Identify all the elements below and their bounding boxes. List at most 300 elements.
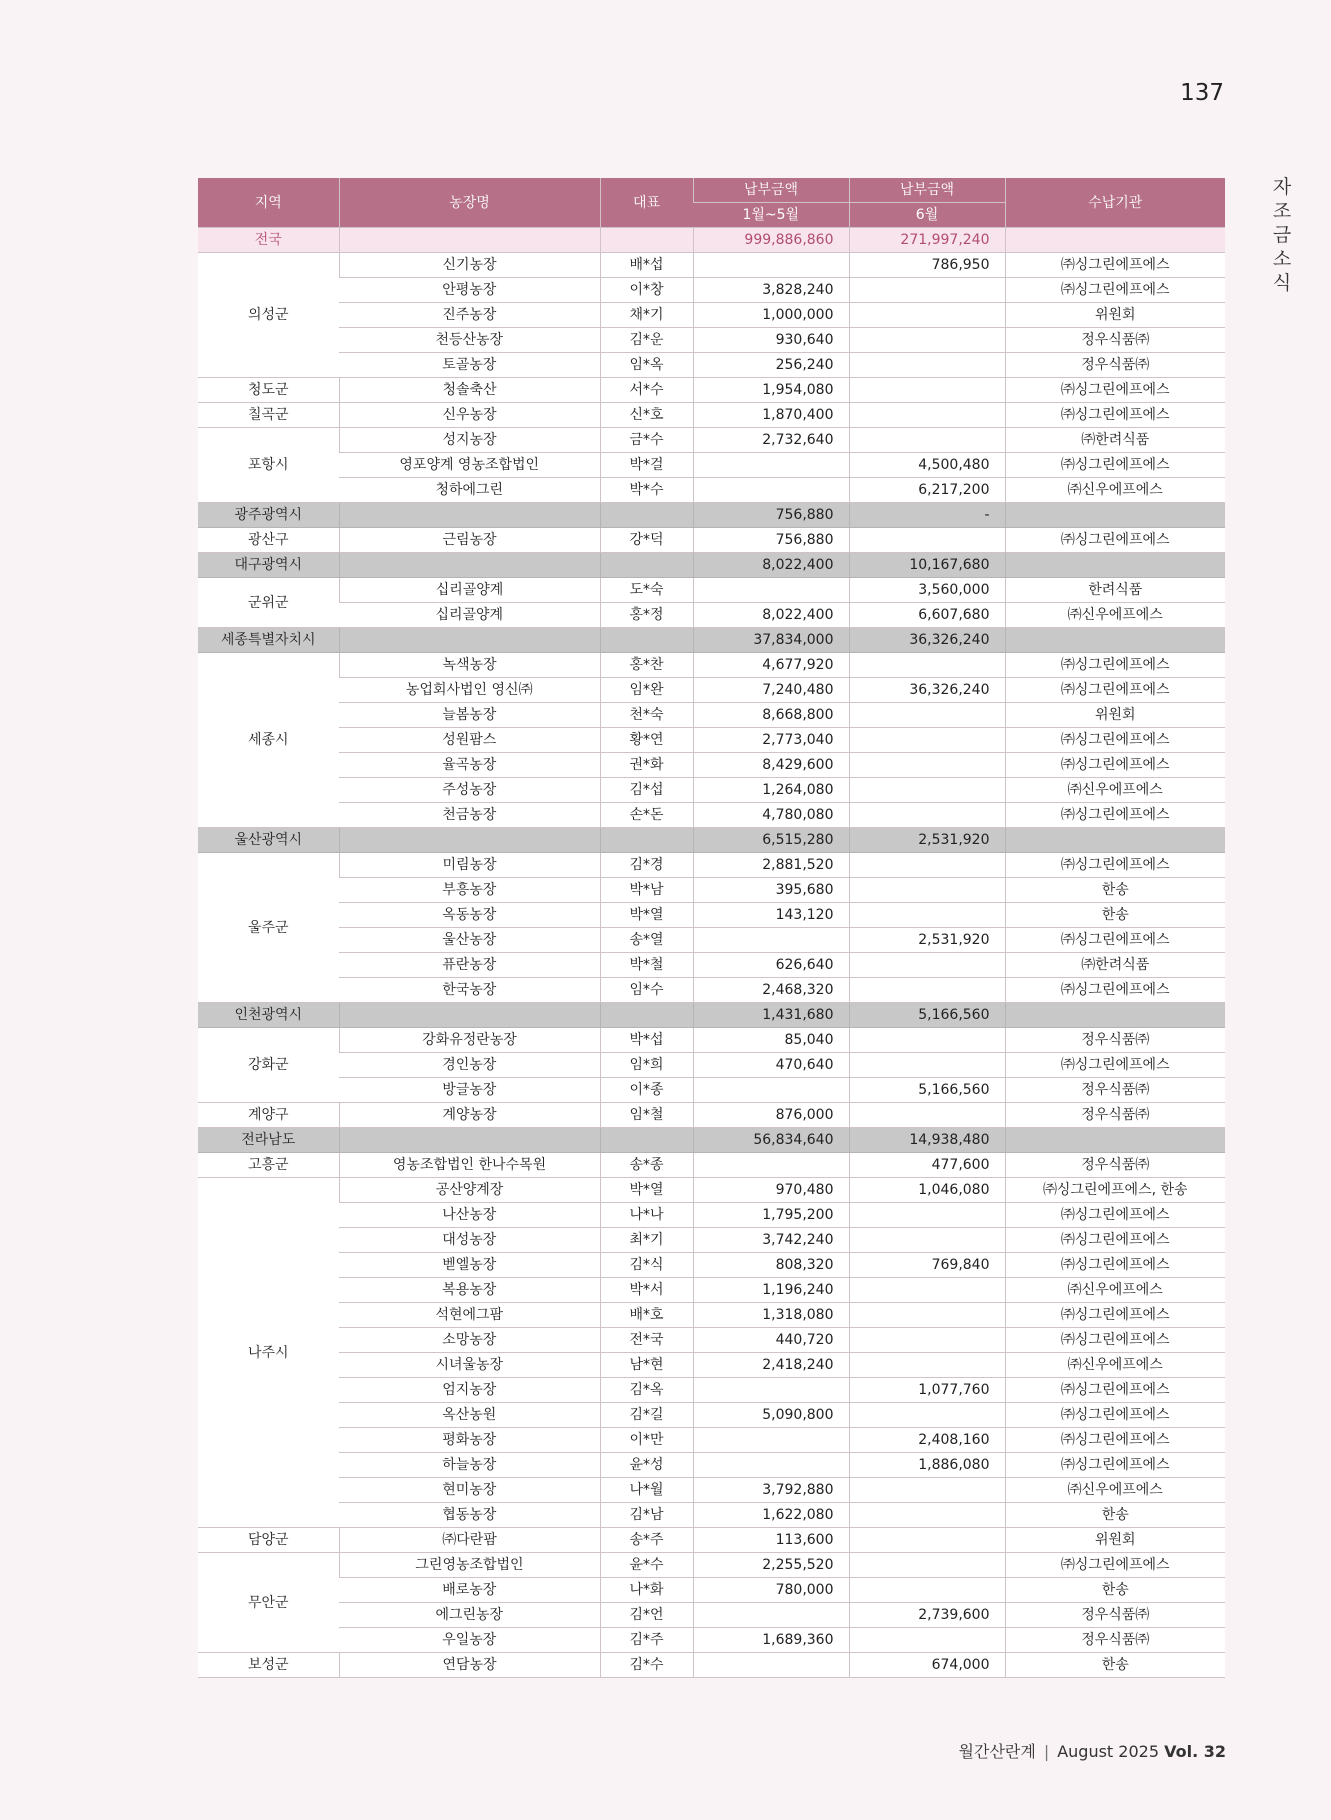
amount-jan-may-cell: 113,600 — [693, 1528, 849, 1553]
amount-june-cell: 1,886,080 — [849, 1453, 1005, 1478]
collection-org-cell: ㈜싱그린에프에스 — [1005, 978, 1225, 1003]
amount-june-cell — [849, 703, 1005, 728]
table-row — [198, 778, 1225, 803]
table-row — [198, 1478, 1225, 1503]
representative-cell: 이*창 — [600, 278, 693, 303]
amount-june-cell: 786,950 — [849, 253, 1005, 278]
header-region: 지역 — [198, 178, 339, 228]
representative-cell: 임*수 — [600, 978, 693, 1003]
amount-june-cell — [849, 403, 1005, 428]
farm-name-cell — [339, 828, 600, 853]
table-row — [198, 278, 1225, 303]
representative-cell: 김*식 — [600, 1253, 693, 1278]
farm-name-cell — [339, 1003, 600, 1028]
collection-org-cell: 정우식품㈜ — [1005, 1153, 1225, 1178]
amount-june-cell — [849, 1578, 1005, 1603]
amount-jan-may-cell: 470,640 — [693, 1053, 849, 1078]
representative-cell: 김*길 — [600, 1403, 693, 1428]
table-row — [198, 703, 1225, 728]
region-cell: 광주광역시 — [198, 503, 339, 528]
collection-org-cell: ㈜싱그린에프에스 — [1005, 403, 1225, 428]
collection-org-cell: ㈜싱그린에프에스 — [1005, 1228, 1225, 1253]
farm-name-cell: 연담농장 — [339, 1653, 600, 1678]
representative-cell — [600, 828, 693, 853]
amount-june-cell — [849, 328, 1005, 353]
representative-cell: 김*남 — [600, 1503, 693, 1528]
region-total-row — [198, 1003, 1225, 1028]
collection-org-cell: 정우식품㈜ — [1005, 1603, 1225, 1628]
representative-cell: 임*옥 — [600, 353, 693, 378]
collection-org-cell: ㈜싱그린에프에스 — [1005, 803, 1225, 828]
representative-cell: 천*숙 — [600, 703, 693, 728]
region-cell: 울주군 — [198, 853, 339, 1003]
header-pay-jan-may: 납부금액 — [693, 178, 849, 203]
collection-org-cell: ㈜싱그린에프에스 — [1005, 1428, 1225, 1453]
collection-org-cell: ㈜싱그린에프에스 — [1005, 1553, 1225, 1578]
region-cell: 고흥군 — [198, 1153, 339, 1178]
collection-org-cell: 정우식품㈜ — [1005, 1078, 1225, 1103]
farm-name-cell: 부흥농장 — [339, 878, 600, 903]
amount-june-cell: 6,607,680 — [849, 603, 1005, 628]
section-title-char: 조 — [1272, 200, 1292, 222]
table-row — [198, 1328, 1225, 1353]
table-row — [198, 1453, 1225, 1478]
amount-jan-may-cell: 4,677,920 — [693, 653, 849, 678]
table-row — [198, 1153, 1225, 1178]
representative-cell: 권*화 — [600, 753, 693, 778]
representative-cell: 박*섭 — [600, 1028, 693, 1053]
farm-name-cell: 청솔축산 — [339, 378, 600, 403]
table-row — [198, 803, 1225, 828]
amount-june-cell — [849, 953, 1005, 978]
collection-org-cell — [1005, 1003, 1225, 1028]
amount-jan-may-cell: 970,480 — [693, 1178, 849, 1203]
collection-org-cell: ㈜싱그린에프에스 — [1005, 453, 1225, 478]
header-rep: 대표 — [600, 178, 693, 228]
table-row — [198, 528, 1225, 553]
farm-name-cell: 계양농장 — [339, 1103, 600, 1128]
collection-org-cell: ㈜싱그린에프에스 — [1005, 728, 1225, 753]
region-total-row — [198, 553, 1225, 578]
representative-cell: 서*수 — [600, 378, 693, 403]
amount-jan-may-cell: 1,318,080 — [693, 1303, 849, 1328]
table-row — [198, 678, 1225, 703]
amount-jan-may-cell — [693, 1453, 849, 1478]
farm-name-cell — [339, 553, 600, 578]
amount-jan-may-cell: 1,196,240 — [693, 1278, 849, 1303]
collection-org-cell — [1005, 553, 1225, 578]
farm-name-cell: 성원팜스 — [339, 728, 600, 753]
header-pay-jan-may-sub: 1월~5월 — [693, 203, 849, 228]
representative-cell: 박*걸 — [600, 453, 693, 478]
representative-cell: 신*호 — [600, 403, 693, 428]
amount-jan-may-cell — [693, 1603, 849, 1628]
amount-june-cell — [849, 1553, 1005, 1578]
collection-org-cell: ㈜한려식품 — [1005, 953, 1225, 978]
representative-cell: 김*경 — [600, 853, 693, 878]
collection-org-cell: 한송 — [1005, 1503, 1225, 1528]
farm-name-cell: 경인농장 — [339, 1053, 600, 1078]
collection-org-cell: 위원회 — [1005, 1528, 1225, 1553]
representative-cell: 김*언 — [600, 1603, 693, 1628]
amount-june-cell — [849, 878, 1005, 903]
amount-jan-may-cell: 808,320 — [693, 1253, 849, 1278]
farm-name-cell: 방글농장 — [339, 1078, 600, 1103]
collection-org-cell: 위원회 — [1005, 703, 1225, 728]
amount-june-cell — [849, 1053, 1005, 1078]
region-cell: 포항시 — [198, 428, 339, 503]
farm-name-cell: 한국농장 — [339, 978, 600, 1003]
amount-jan-may-cell: 8,022,400 — [693, 553, 849, 578]
header-org: 수납기관 — [1005, 178, 1225, 228]
table-row — [198, 1403, 1225, 1428]
table-row — [198, 1653, 1225, 1678]
farm-name-cell: ㈜다란팜 — [339, 1528, 600, 1553]
amount-june-cell — [849, 278, 1005, 303]
amount-june-cell — [849, 1028, 1005, 1053]
collection-org-cell: ㈜신우에프에스 — [1005, 1353, 1225, 1378]
representative-cell: 박*수 — [600, 478, 693, 503]
representative-cell: 임*완 — [600, 678, 693, 703]
region-total-row — [198, 628, 1225, 653]
amount-jan-may-cell: 1,954,080 — [693, 378, 849, 403]
section-title-char: 자 — [1272, 176, 1292, 198]
farm-name-cell: 배로농장 — [339, 1578, 600, 1603]
farm-name-cell: 평화농장 — [339, 1428, 600, 1453]
representative-cell: 송*종 — [600, 1153, 693, 1178]
collection-org-cell: 한송 — [1005, 1578, 1225, 1603]
collection-org-cell: ㈜싱그린에프에스 — [1005, 653, 1225, 678]
amount-jan-may-cell: 1,000,000 — [693, 303, 849, 328]
farm-name-cell: 천등산농장 — [339, 328, 600, 353]
amount-june-cell — [849, 1103, 1005, 1128]
representative-cell: 나*화 — [600, 1578, 693, 1603]
region-cell: 전라남도 — [198, 1128, 339, 1153]
table-row — [198, 978, 1225, 1003]
farm-name-cell: 성지농장 — [339, 428, 600, 453]
table-row — [198, 428, 1225, 453]
representative-cell: 김*옥 — [600, 1378, 693, 1403]
amount-jan-may-cell: 780,000 — [693, 1578, 849, 1603]
amount-june-cell: 14,938,480 — [849, 1128, 1005, 1153]
amount-jan-may-cell: 143,120 — [693, 903, 849, 928]
collection-org-cell: ㈜싱그린에프에스 — [1005, 1378, 1225, 1403]
collection-org-cell: ㈜싱그린에프에스 — [1005, 928, 1225, 953]
representative-cell — [600, 228, 693, 253]
collection-org-cell: 한송 — [1005, 903, 1225, 928]
table-row — [198, 1253, 1225, 1278]
region-cell: 칠곡군 — [198, 403, 339, 428]
farm-name-cell: 그린영농조합법인 — [339, 1553, 600, 1578]
representative-cell — [600, 503, 693, 528]
farm-name-cell: 천금농장 — [339, 803, 600, 828]
farm-name-cell: 진주농장 — [339, 303, 600, 328]
representative-cell: 금*수 — [600, 428, 693, 453]
amount-june-cell — [849, 803, 1005, 828]
table-row — [198, 478, 1225, 503]
amount-june-cell — [849, 903, 1005, 928]
region-cell: 전국 — [198, 228, 339, 253]
collection-org-cell — [1005, 828, 1225, 853]
farm-name-cell: 소망농장 — [339, 1328, 600, 1353]
collection-org-cell — [1005, 228, 1225, 253]
collection-org-cell: ㈜싱그린에프에스 — [1005, 1053, 1225, 1078]
amount-jan-may-cell: 1,431,680 — [693, 1003, 849, 1028]
amount-jan-may-cell — [693, 928, 849, 953]
table-row — [198, 653, 1225, 678]
amount-jan-may-cell — [693, 1653, 849, 1678]
table-row — [198, 1078, 1225, 1103]
amount-june-cell: 6,217,200 — [849, 478, 1005, 503]
region-total-row — [198, 503, 1225, 528]
representative-cell: 배*호 — [600, 1303, 693, 1328]
farm-name-cell: 협동농장 — [339, 1503, 600, 1528]
farm-name-cell — [339, 503, 600, 528]
collection-org-cell — [1005, 628, 1225, 653]
table-row — [198, 578, 1225, 603]
representative-cell: 전*국 — [600, 1328, 693, 1353]
farm-name-cell — [339, 228, 600, 253]
region-cell: 울산광역시 — [198, 828, 339, 853]
section-title-char: 금 — [1272, 224, 1292, 246]
collection-org-cell: 정우식품㈜ — [1005, 353, 1225, 378]
representative-cell: 홍*찬 — [600, 653, 693, 678]
representative-cell: 임*희 — [600, 1053, 693, 1078]
section-title-char: 식 — [1272, 272, 1292, 294]
amount-jan-may-cell: 626,640 — [693, 953, 849, 978]
representative-cell: 박*서 — [600, 1278, 693, 1303]
table-row — [198, 753, 1225, 778]
amount-june-cell — [849, 778, 1005, 803]
amount-june-cell: 10,167,680 — [849, 553, 1005, 578]
region-cell: 청도군 — [198, 378, 339, 403]
amount-jan-may-cell — [693, 578, 849, 603]
amount-jan-may-cell: 876,000 — [693, 1103, 849, 1128]
collection-org-cell: ㈜싱그린에프에스 — [1005, 1328, 1225, 1353]
representative-cell: 홍*정 — [600, 603, 693, 628]
amount-jan-may-cell: 3,828,240 — [693, 278, 849, 303]
amount-jan-may-cell: 3,742,240 — [693, 1228, 849, 1253]
section-title — [1270, 175, 1294, 295]
amount-jan-may-cell: 7,240,480 — [693, 678, 849, 703]
farm-name-cell: 영농조합법인 한나수목원 — [339, 1153, 600, 1178]
farm-name-cell: 녹색농장 — [339, 653, 600, 678]
farm-name-cell: 복용농장 — [339, 1278, 600, 1303]
farm-name-cell: 우일농장 — [339, 1628, 600, 1653]
farm-name-cell: 십리골양계 — [339, 603, 600, 628]
representative-cell: 김*운 — [600, 328, 693, 353]
amount-june-cell: 5,166,560 — [849, 1003, 1005, 1028]
table-row — [198, 603, 1225, 628]
farm-name-cell: 십리골양계 — [339, 578, 600, 603]
region-cell: 나주시 — [198, 1178, 339, 1528]
amount-jan-may-cell — [693, 453, 849, 478]
representative-cell: 임*철 — [600, 1103, 693, 1128]
collection-org-cell: ㈜싱그린에프에스 — [1005, 1403, 1225, 1428]
amount-jan-may-cell: 756,880 — [693, 528, 849, 553]
table-row — [198, 1053, 1225, 1078]
collection-org-cell — [1005, 503, 1225, 528]
collection-org-cell: ㈜싱그린에프에스 — [1005, 678, 1225, 703]
table-row — [198, 1428, 1225, 1453]
region-cell: 의성군 — [198, 253, 339, 378]
amount-june-cell — [849, 1328, 1005, 1353]
farm-name-cell: 옥산농원 — [339, 1403, 600, 1428]
amount-june-cell: 2,531,920 — [849, 828, 1005, 853]
representative-cell: 박*남 — [600, 878, 693, 903]
farm-name-cell: 나산농장 — [339, 1203, 600, 1228]
amount-jan-may-cell: 5,090,800 — [693, 1403, 849, 1428]
amount-jan-may-cell: 2,468,320 — [693, 978, 849, 1003]
representative-cell: 손*돈 — [600, 803, 693, 828]
representative-cell: 김*수 — [600, 1653, 693, 1678]
collection-org-cell: ㈜싱그린에프에스 — [1005, 528, 1225, 553]
farm-name-cell: 옥동농장 — [339, 903, 600, 928]
collection-org-cell: ㈜싱그린에프에스 — [1005, 378, 1225, 403]
amount-june-cell: 2,408,160 — [849, 1428, 1005, 1453]
collection-org-cell: ㈜싱그린에프에스 — [1005, 1453, 1225, 1478]
region-cell: 담양군 — [198, 1528, 339, 1553]
amount-june-cell — [849, 378, 1005, 403]
amount-june-cell — [849, 1278, 1005, 1303]
table-row — [198, 303, 1225, 328]
representative-cell: 송*열 — [600, 928, 693, 953]
amount-june-cell — [849, 1353, 1005, 1378]
amount-june-cell — [849, 653, 1005, 678]
representative-cell — [600, 1003, 693, 1028]
collection-org-cell: ㈜싱그린에프에스 — [1005, 1203, 1225, 1228]
representative-cell: 최*기 — [600, 1228, 693, 1253]
amount-june-cell — [849, 428, 1005, 453]
region-cell: 세종특별자치시 — [198, 628, 339, 653]
amount-june-cell: 36,326,240 — [849, 678, 1005, 703]
amount-june-cell: 674,000 — [849, 1653, 1005, 1678]
table-row — [198, 453, 1225, 478]
table-row — [198, 1553, 1225, 1578]
representative-cell — [600, 628, 693, 653]
region-total-row — [198, 1128, 1225, 1153]
header-pay-june: 납부금액 — [849, 178, 1005, 203]
table-row — [198, 328, 1225, 353]
table-row — [198, 353, 1225, 378]
volume: Vol. 32 — [1164, 1742, 1226, 1761]
header-farm: 농장명 — [339, 178, 600, 228]
representative-cell: 윤*수 — [600, 1553, 693, 1578]
table-row — [198, 378, 1225, 403]
amount-jan-may-cell: 2,732,640 — [693, 428, 849, 453]
representative-cell: 나*나 — [600, 1203, 693, 1228]
collection-org-cell — [1005, 1128, 1225, 1153]
amount-june-cell — [849, 1528, 1005, 1553]
amount-june-cell — [849, 1478, 1005, 1503]
amount-june-cell: 5,166,560 — [849, 1078, 1005, 1103]
amount-jan-may-cell: 4,780,080 — [693, 803, 849, 828]
amount-june-cell: - — [849, 503, 1005, 528]
section-title-char: 소 — [1272, 248, 1292, 270]
farm-name-cell: 신기농장 — [339, 253, 600, 278]
amount-june-cell — [849, 353, 1005, 378]
farm-name-cell: 공산양계장 — [339, 1178, 600, 1203]
amount-jan-may-cell — [693, 478, 849, 503]
farm-name-cell: 현미농장 — [339, 1478, 600, 1503]
representative-cell: 황*연 — [600, 728, 693, 753]
amount-jan-may-cell: 6,515,280 — [693, 828, 849, 853]
representative-cell: 배*섭 — [600, 253, 693, 278]
representative-cell: 윤*성 — [600, 1453, 693, 1478]
representative-cell: 박*철 — [600, 953, 693, 978]
amount-june-cell — [849, 1228, 1005, 1253]
amount-jan-may-cell — [693, 1078, 849, 1103]
collection-org-cell: 정우식품㈜ — [1005, 1028, 1225, 1053]
collection-org-cell: ㈜싱그린에프에스 — [1005, 278, 1225, 303]
region-cell: 강화군 — [198, 1028, 339, 1103]
magazine-name: 월간산란계 — [958, 1742, 1036, 1761]
representative-cell: 도*숙 — [600, 578, 693, 603]
header-pay-june-sub: 6월 — [849, 203, 1005, 228]
farm-name-cell: 신우농장 — [339, 403, 600, 428]
farm-name-cell: 늘봄농장 — [339, 703, 600, 728]
representative-cell: 채*기 — [600, 303, 693, 328]
farm-name-cell: 강화유정란농장 — [339, 1028, 600, 1053]
table-row — [198, 1278, 1225, 1303]
amount-jan-may-cell: 395,680 — [693, 878, 849, 903]
representative-cell — [600, 553, 693, 578]
collection-org-cell: ㈜한려식품 — [1005, 428, 1225, 453]
amount-jan-may-cell: 256,240 — [693, 353, 849, 378]
farm-name-cell: 안평농장 — [339, 278, 600, 303]
amount-jan-may-cell — [693, 1428, 849, 1453]
farm-name-cell: 근림농장 — [339, 528, 600, 553]
amount-june-cell: 1,046,080 — [849, 1178, 1005, 1203]
region-cell: 무안군 — [198, 1553, 339, 1653]
collection-org-cell: 정우식품㈜ — [1005, 1103, 1225, 1128]
table-row — [198, 1628, 1225, 1653]
amount-jan-may-cell — [693, 253, 849, 278]
amount-jan-may-cell: 2,881,520 — [693, 853, 849, 878]
region-cell: 광산구 — [198, 528, 339, 553]
amount-june-cell: 2,739,600 — [849, 1603, 1005, 1628]
farm-name-cell: 하늘농장 — [339, 1453, 600, 1478]
farm-name-cell: 율곡농장 — [339, 753, 600, 778]
amount-jan-may-cell: 440,720 — [693, 1328, 849, 1353]
amount-june-cell — [849, 1403, 1005, 1428]
table-row — [198, 1378, 1225, 1403]
amount-jan-may-cell: 1,795,200 — [693, 1203, 849, 1228]
region-cell: 세종시 — [198, 653, 339, 828]
collection-org-cell: ㈜신우에프에스 — [1005, 1478, 1225, 1503]
representative-cell — [600, 1128, 693, 1153]
collection-org-cell: 정우식품㈜ — [1005, 1628, 1225, 1653]
collection-org-cell: ㈜싱그린에프에스 — [1005, 253, 1225, 278]
farm-name-cell — [339, 1128, 600, 1153]
amount-june-cell — [849, 728, 1005, 753]
farm-name-cell: 미림농장 — [339, 853, 600, 878]
table-row — [198, 1353, 1225, 1378]
region-cell: 인천광역시 — [198, 1003, 339, 1028]
region-cell: 군위군 — [198, 578, 339, 628]
collection-org-cell: ㈜신우에프에스 — [1005, 778, 1225, 803]
amount-june-cell — [849, 1303, 1005, 1328]
amount-jan-may-cell: 2,418,240 — [693, 1353, 849, 1378]
table-row — [198, 403, 1225, 428]
footer-separator: | — [1043, 1742, 1050, 1761]
collection-org-cell: ㈜신우에프에스 — [1005, 603, 1225, 628]
collection-org-cell: ㈜싱그린에프에스 — [1005, 1303, 1225, 1328]
collection-org-cell: ㈜싱그린에프에스 — [1005, 753, 1225, 778]
amount-jan-may-cell: 2,255,520 — [693, 1553, 849, 1578]
amount-jan-may-cell: 930,640 — [693, 328, 849, 353]
table-row — [198, 1528, 1225, 1553]
